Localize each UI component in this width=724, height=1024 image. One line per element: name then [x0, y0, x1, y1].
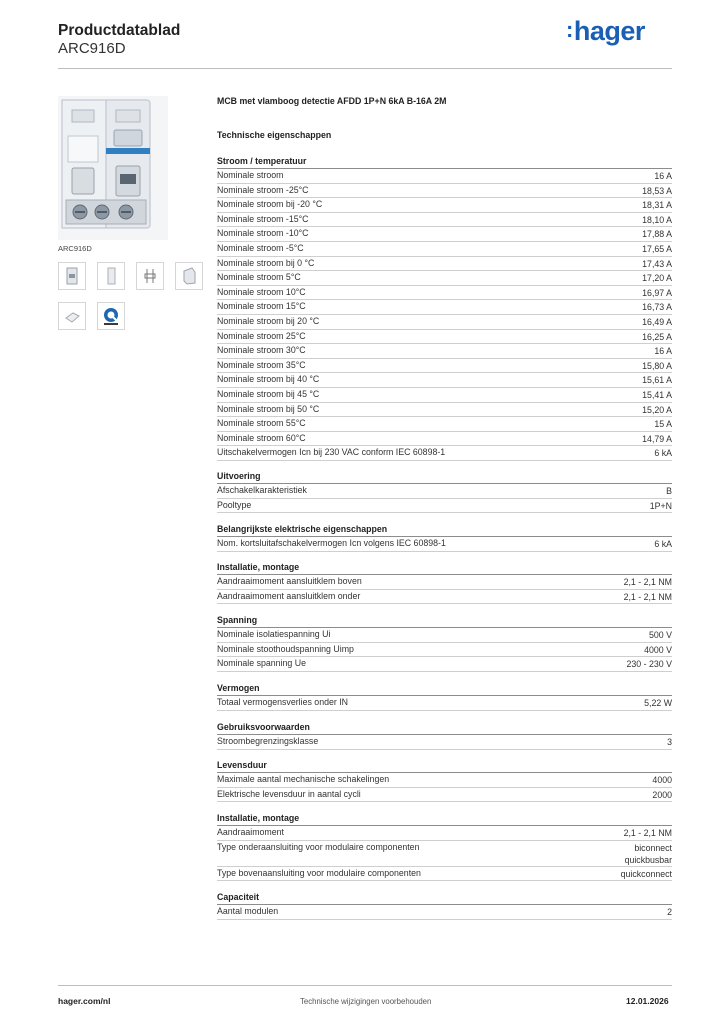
section-title: Gebruiksvoorwaarden — [217, 722, 310, 732]
spec-row — [217, 590, 672, 605]
section-title: Vermogen — [217, 683, 260, 693]
product-reference: ARC916D — [58, 40, 126, 57]
spec-value: 17,43 A — [642, 258, 672, 269]
section-title: Spanning — [217, 615, 258, 625]
spec-value: 16 A — [654, 346, 672, 357]
hager-logo: :hager — [566, 16, 645, 46]
footer-website-link[interactable]: hager.com/nl — [58, 996, 111, 1006]
product-title: MCB met vlamboog detectie AFDD 1P+N 6kA B-16A 2M — [217, 96, 447, 106]
spec-label: Nominale stroom bij 0 °C — [217, 257, 315, 268]
page-title: Productdatablad — [58, 22, 181, 39]
spec-value: 15,20 A — [642, 404, 672, 415]
spec-row — [217, 446, 672, 461]
quality-mark-thumbnail[interactable] — [97, 302, 125, 330]
spec-label: Nominale stroom -25°C — [217, 184, 309, 195]
spec-label: Nominale stroom 30°C — [217, 345, 306, 356]
header-divider — [58, 68, 672, 69]
spec-label: Totaal vermogensverlies onder IN — [217, 697, 349, 707]
spec-row — [217, 484, 672, 499]
spec-row — [217, 403, 672, 418]
mounting-icon — [63, 306, 81, 326]
footer-divider — [58, 985, 672, 986]
spec-value: 18,31 A — [642, 200, 672, 211]
spec-row — [217, 499, 672, 514]
spec-value: 17,20 A — [642, 273, 672, 284]
spec-value: 15 A — [654, 419, 672, 430]
spec-heading: Technische eigenschappen — [217, 130, 332, 140]
section-title: Stroom / temperatuur — [217, 156, 307, 166]
spec-value: 2000 — [652, 789, 672, 800]
spec-row — [217, 537, 672, 552]
spec-value: 16,25 A — [642, 331, 672, 342]
spec-label: Nom. kortsluitafschakelvermogen Icn volgens IEC 60898-1 — [217, 538, 446, 548]
spec-row — [217, 184, 672, 199]
spec-row — [217, 242, 672, 257]
product-image-caption: ARC916D — [58, 244, 92, 253]
breaker-side-icon — [102, 266, 120, 286]
spec-row — [217, 735, 672, 750]
spec-value: 18,10 A — [642, 214, 672, 225]
product-image — [58, 96, 168, 240]
spec-label: Nominale stroom 5°C — [217, 272, 301, 283]
spec-row — [217, 841, 672, 867]
spec-value: 6 kA — [654, 448, 672, 459]
spec-row — [217, 257, 672, 272]
spec-label: Nominale stroom -15°C — [217, 213, 309, 224]
spec-label: Nominale stroom 35°C — [217, 359, 306, 370]
spec-label: Nominale stroom -5°C — [217, 243, 304, 253]
spec-value: 16,73 A — [642, 302, 672, 313]
spec-label: Stroombegrenzingsklasse — [217, 736, 319, 746]
spec-row — [217, 643, 672, 658]
spec-value: 17,88 A — [642, 229, 672, 240]
spec-row — [217, 359, 672, 374]
spec-row — [217, 657, 672, 672]
spec-row — [217, 826, 672, 841]
section-title: Uitvoering — [217, 471, 261, 481]
spec-label: Pooltype — [217, 499, 252, 510]
spec-value: 2,1 - 2,1 NM — [623, 828, 672, 838]
spec-value: 15,61 A — [642, 375, 672, 386]
spec-label: Maximale aantal mechanische schakelingen — [217, 774, 390, 784]
spec-value: 2 — [667, 907, 672, 917]
spec-label: Aandraaimoment — [217, 827, 284, 837]
spec-label: Aantal modulen — [217, 906, 279, 916]
section-title: Installatie, montage — [217, 562, 300, 572]
wiring-diagram-thumbnail[interactable] — [136, 262, 164, 290]
spec-value: 500 V — [649, 630, 672, 640]
spec-label: Nominale stoothoudspanning Uimp — [217, 643, 354, 654]
spec-label: Nominale stroom 60°C — [217, 432, 306, 443]
product-side-thumbnail[interactable] — [97, 262, 125, 290]
spec-label: Nominale stroom bij 20 °C — [217, 316, 320, 326]
spec-label: Type bovenaansluiting voor modulaire componenten — [217, 867, 421, 878]
spec-value: 4000 — [652, 775, 672, 785]
spec-label: Aandraaimoment aansluitklem onder — [217, 590, 361, 601]
spec-value: 4000 V — [644, 644, 672, 655]
spec-value: 17,65 A — [642, 244, 672, 254]
spec-row — [217, 773, 672, 788]
spec-value: 2,1 - 2,1 NM — [623, 591, 672, 602]
spec-label: Nominale stroom bij -20 °C — [217, 199, 323, 210]
spec-row — [217, 432, 672, 447]
spec-row — [217, 417, 672, 432]
spec-label: Nominale spanning Ue — [217, 658, 306, 669]
section-title: Capaciteit — [217, 892, 260, 902]
spec-row — [217, 169, 672, 184]
spec-value: 15,80 A — [642, 360, 672, 371]
spec-value-line: biconnect — [634, 842, 672, 853]
spec-row — [217, 628, 672, 643]
spec-value: 3 — [667, 737, 672, 747]
spec-row — [217, 300, 672, 315]
spec-label: Nominale stroom bij 45 °C — [217, 389, 320, 399]
section-title: Belangrijkste elektrische eigenschappen — [217, 524, 388, 534]
spec-label: Nominale stroom — [217, 170, 284, 180]
product-front-thumbnail[interactable] — [58, 262, 86, 290]
spec-row — [217, 344, 672, 359]
spec-row — [217, 373, 672, 388]
spec-row — [217, 867, 672, 882]
section-title: Installatie, montage — [217, 813, 300, 823]
spec-label: Nominale stroom bij 40 °C — [217, 374, 320, 385]
spec-value: 6 kA — [654, 539, 672, 549]
spec-label: Elektrische levensduur in aantal cycli — [217, 788, 361, 799]
spec-label: Uitschakelvermogen Icn bij 230 VAC conform IEC 60898-1 — [217, 447, 446, 458]
spec-value: 5,22 W — [644, 698, 672, 708]
spec-value: 230 - 230 V — [626, 659, 672, 670]
spec-row — [217, 696, 672, 711]
spec-label: Nominale stroom 10°C — [217, 286, 306, 297]
spec-value: 16 A — [654, 171, 672, 181]
spec-row — [217, 213, 672, 228]
spec-value: 1P+N — [649, 500, 672, 511]
product-angle-thumbnail[interactable] — [175, 262, 203, 290]
spec-label: Nominale stroom 25°C — [217, 330, 306, 341]
spec-value: 14,79 A — [642, 433, 672, 444]
breaker-angle-icon — [180, 266, 198, 286]
spec-row — [217, 388, 672, 403]
spec-value: 16,97 A — [642, 287, 672, 298]
spec-value — [625, 842, 672, 866]
spec-value-line: quickbusbar — [624, 854, 672, 865]
spec-label: Nominale stroom bij 50 °C — [217, 403, 320, 414]
spec-value: 18,53 A — [642, 185, 672, 196]
wiring-diagram-icon — [141, 266, 159, 286]
spec-row — [217, 575, 672, 590]
spec-row — [217, 905, 672, 920]
section-title: Levensduur — [217, 760, 267, 770]
mounting-thumbnail[interactable] — [58, 302, 86, 330]
spec-label: Nominale stroom 55°C — [217, 418, 306, 429]
quality-mark-icon — [100, 305, 122, 327]
logo-text: hager — [573, 16, 645, 46]
spec-label: Aandraaimoment aansluitklem boven — [217, 576, 362, 586]
spec-label: Type onderaansluiting voor modulaire componenten — [217, 841, 420, 852]
spec-value: B — [666, 486, 672, 496]
spec-row — [217, 286, 672, 301]
spec-row — [217, 271, 672, 286]
spec-row — [217, 198, 672, 213]
spec-row — [217, 330, 672, 345]
spec-label: Nominale stroom -10°C — [217, 228, 309, 239]
footer-disclaimer: Technische wijzigingen voorbehouden — [300, 997, 432, 1006]
spec-row — [217, 227, 672, 242]
spec-label: Afschakelkarakteristiek — [217, 485, 307, 495]
spec-row — [217, 788, 672, 803]
spec-value: 16,49 A — [642, 317, 672, 327]
spec-value: 2,1 - 2,1 NM — [623, 577, 672, 587]
footer-date: 12.01.2026 — [626, 996, 669, 1006]
spec-label: Nominale stroom 15°C — [217, 301, 306, 312]
spec-value: 15,41 A — [642, 390, 672, 400]
spec-label: Nominale isolatiespanning Ui — [217, 629, 331, 639]
breaker-front-icon — [63, 266, 81, 286]
spec-row — [217, 315, 672, 330]
spec-value: quickconnect — [620, 868, 672, 879]
